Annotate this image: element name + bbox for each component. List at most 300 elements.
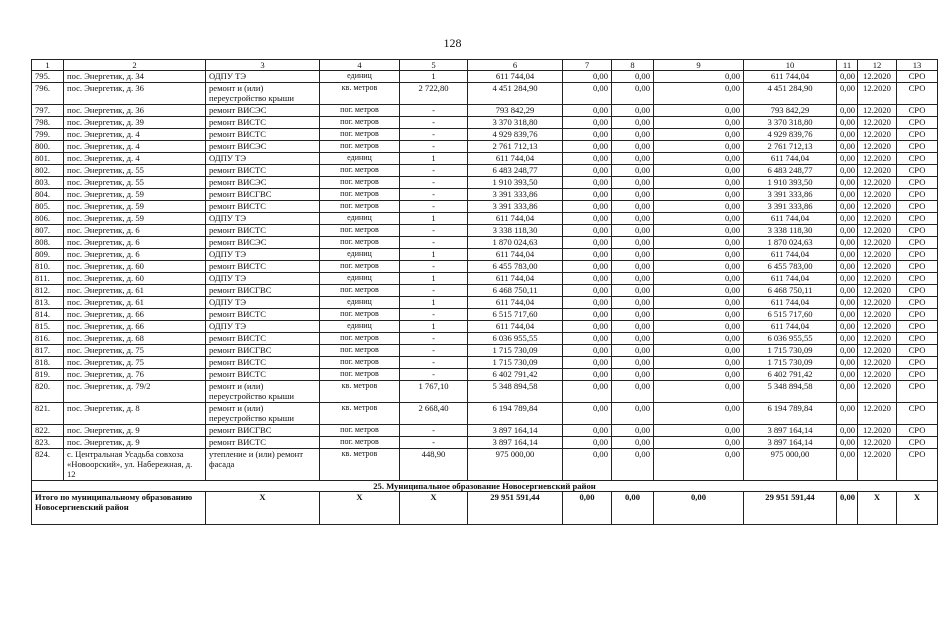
- address-cell: пос. Энергетик, д. 76: [64, 369, 206, 381]
- method-cell: СРО: [897, 213, 938, 225]
- table-row: [32, 249, 938, 261]
- row-number-cell: 820.: [32, 381, 64, 403]
- work-type-total-cell: X: [206, 492, 320, 525]
- fund-federal-cell: 0,00: [563, 381, 612, 403]
- fund-local-cell: 0,00: [654, 309, 744, 321]
- work-type-cell: ремонт ВИСГВС: [206, 425, 320, 437]
- column-number-cell: 1: [32, 60, 64, 71]
- total-cost-cell: 6 468 750,11: [468, 285, 563, 297]
- work-type-cell: ремонт ВИСТС: [206, 261, 320, 273]
- deadline-cell: 12.2020: [858, 83, 897, 105]
- row-number-cell: 802.: [32, 165, 64, 177]
- fund-federal-cell: 0,00: [563, 357, 612, 369]
- total-cost-cell: 1 715 730,09: [468, 357, 563, 369]
- fund-local-cell: 0,00: [654, 237, 744, 249]
- unit-cell: пог. метров: [320, 357, 400, 369]
- deadline-cell: 12.2020: [858, 105, 897, 117]
- row-number-cell: 797.: [32, 105, 64, 117]
- fund-local-cell: 0,00: [654, 321, 744, 333]
- fund-regional-cell: 0,00: [612, 261, 654, 273]
- fund-local-cell: 0,00: [654, 345, 744, 357]
- volume-cell: -: [400, 261, 468, 273]
- fund-local-cell: 0,00: [654, 285, 744, 297]
- fund-owners-cell: 611 744,04: [744, 213, 837, 225]
- address-cell: пос. Энергетик, д. 60: [64, 273, 206, 285]
- table-row: [32, 381, 938, 403]
- fund-owners-total-cell: 29 951 591,44: [744, 492, 837, 525]
- fund-local-cell: 0,00: [654, 177, 744, 189]
- deadline-cell: 12.2020: [858, 129, 897, 141]
- row-number-cell: 798.: [32, 117, 64, 129]
- address-cell: пос. Энергетик, д. 6: [64, 225, 206, 237]
- volume-cell: 1: [400, 321, 468, 333]
- row-number-cell: 804.: [32, 189, 64, 201]
- total-cost-cell: 6 455 783,00: [468, 261, 563, 273]
- column-number-cell: 11: [837, 60, 858, 71]
- row-number-cell: 801.: [32, 153, 64, 165]
- specific-cost-cell: 0,00: [837, 117, 858, 129]
- unit-cell: пог. метров: [320, 189, 400, 201]
- fund-regional-cell: 0,00: [612, 129, 654, 141]
- address-cell: пос. Энергетик, д. 59: [64, 213, 206, 225]
- column-number-cell: 2: [64, 60, 206, 71]
- fund-local-cell: 0,00: [654, 83, 744, 105]
- specific-cost-cell: 0,00: [837, 189, 858, 201]
- column-number-cell: 13: [897, 60, 938, 71]
- volume-cell: -: [400, 105, 468, 117]
- fund-regional-cell: 0,00: [612, 189, 654, 201]
- fund-owners-cell: 1 715 730,09: [744, 345, 837, 357]
- method-cell: СРО: [897, 83, 938, 105]
- method-cell: СРО: [897, 261, 938, 273]
- work-type-cell: ремонт и (или) переустройство крыши: [206, 83, 320, 105]
- work-type-cell: ремонт ВИСГВС: [206, 285, 320, 297]
- fund-local-cell: 0,00: [654, 153, 744, 165]
- fund-federal-cell: 0,00: [563, 273, 612, 285]
- fund-federal-cell: 0,00: [563, 225, 612, 237]
- specific-cost-cell: 0,00: [837, 225, 858, 237]
- work-type-cell: ОДПУ ТЭ: [206, 273, 320, 285]
- deadline-cell: 12.2020: [858, 261, 897, 273]
- total-cost-cell: 611 744,04: [468, 153, 563, 165]
- unit-cell: единиц: [320, 249, 400, 261]
- volume-cell: -: [400, 437, 468, 449]
- fund-regional-cell: 0,00: [612, 153, 654, 165]
- address-cell: пос. Энергетик, д. 4: [64, 153, 206, 165]
- specific-cost-cell: 0,00: [837, 345, 858, 357]
- fund-owners-cell: 611 744,04: [744, 71, 837, 83]
- deadline-cell: 12.2020: [858, 369, 897, 381]
- row-number-cell: 813.: [32, 297, 64, 309]
- row-number-cell: 823.: [32, 437, 64, 449]
- unit-cell: пог. метров: [320, 285, 400, 297]
- unit-cell: единиц: [320, 153, 400, 165]
- unit-cell: пог. метров: [320, 369, 400, 381]
- method-cell: СРО: [897, 345, 938, 357]
- method-cell: СРО: [897, 333, 938, 345]
- deadline-cell: 12.2020: [858, 201, 897, 213]
- table-row: [32, 449, 938, 481]
- work-type-cell: ремонт ВИСТС: [206, 333, 320, 345]
- specific-cost-cell: 0,00: [837, 381, 858, 403]
- address-cell: пос. Энергетик, д. 68: [64, 333, 206, 345]
- table-row: [32, 425, 938, 437]
- address-cell: пос. Энергетик, д. 75: [64, 357, 206, 369]
- method-cell: СРО: [897, 321, 938, 333]
- volume-cell: 2 668,40: [400, 403, 468, 425]
- fund-local-cell: 0,00: [654, 129, 744, 141]
- volume-cell: -: [400, 129, 468, 141]
- volume-cell: -: [400, 141, 468, 153]
- row-number-cell: 803.: [32, 177, 64, 189]
- volume-cell: -: [400, 357, 468, 369]
- specific-cost-cell: 0,00: [837, 71, 858, 83]
- fund-owners-cell: 4 451 284,90: [744, 83, 837, 105]
- fund-regional-cell: 0,00: [612, 369, 654, 381]
- fund-owners-cell: 3 897 164,14: [744, 425, 837, 437]
- fund-regional-cell: 0,00: [612, 321, 654, 333]
- unit-cell: пог. метров: [320, 117, 400, 129]
- address-cell: пос. Энергетик, д. 9: [64, 425, 206, 437]
- method-cell: СРО: [897, 141, 938, 153]
- row-number-cell: 795.: [32, 71, 64, 83]
- row-number-cell: 807.: [32, 225, 64, 237]
- fund-local-total-cell: 0,00: [654, 492, 744, 525]
- total-cost-cell: 1 870 024,63: [468, 237, 563, 249]
- fund-owners-cell: 2 761 712,13: [744, 141, 837, 153]
- work-type-cell: утепление и (или) ремонт фасада: [206, 449, 320, 481]
- address-cell: пос. Энергетик, д. 61: [64, 297, 206, 309]
- unit-cell: пог. метров: [320, 201, 400, 213]
- work-type-cell: ремонт ВИСТС: [206, 357, 320, 369]
- specific-cost-cell: 0,00: [837, 403, 858, 425]
- specific-cost-cell: 0,00: [837, 273, 858, 285]
- method-cell: СРО: [897, 225, 938, 237]
- table-row: [32, 105, 938, 117]
- specific-cost-cell: 0,00: [837, 357, 858, 369]
- fund-local-cell: 0,00: [654, 165, 744, 177]
- table-row: [32, 309, 938, 321]
- total-cost-cell: 6 402 791,42: [468, 369, 563, 381]
- fund-regional-cell: 0,00: [612, 213, 654, 225]
- specific-cost-cell: 0,00: [837, 309, 858, 321]
- fund-regional-cell: 0,00: [612, 273, 654, 285]
- total-cost-cell: 6 194 789,84: [468, 403, 563, 425]
- row-number-cell: 822.: [32, 425, 64, 437]
- unit-cell: пог. метров: [320, 261, 400, 273]
- deadline-cell: 12.2020: [858, 249, 897, 261]
- unit-cell: единиц: [320, 213, 400, 225]
- fund-federal-cell: 0,00: [563, 345, 612, 357]
- total-cost-cell: 1 715 730,09: [468, 345, 563, 357]
- fund-federal-cell: 0,00: [563, 177, 612, 189]
- method-cell: СРО: [897, 105, 938, 117]
- work-type-cell: ремонт ВИСЭС: [206, 141, 320, 153]
- fund-federal-cell: 0,00: [563, 213, 612, 225]
- table-row: [32, 345, 938, 357]
- row-number-cell: 815.: [32, 321, 64, 333]
- row-number-cell: 808.: [32, 237, 64, 249]
- fund-local-cell: 0,00: [654, 117, 744, 129]
- work-type-cell: ремонт ВИСЭС: [206, 177, 320, 189]
- total-cost-cell: 793 842,29: [468, 105, 563, 117]
- table-row: [32, 189, 938, 201]
- method-cell: СРО: [897, 403, 938, 425]
- section-title-row: [32, 481, 938, 492]
- fund-federal-cell: 0,00: [563, 369, 612, 381]
- specific-cost-cell: 0,00: [837, 261, 858, 273]
- fund-owners-cell: 6 036 955,55: [744, 333, 837, 345]
- fund-federal-cell: 0,00: [563, 261, 612, 273]
- work-type-cell: ремонт ВИСТС: [206, 129, 320, 141]
- unit-cell: пог. метров: [320, 345, 400, 357]
- total-cost-cell: 3 897 164,14: [468, 425, 563, 437]
- total-cost-cell: 6 483 248,77: [468, 165, 563, 177]
- address-cell: пос. Энергетик, д. 34: [64, 71, 206, 83]
- fund-federal-cell: 0,00: [563, 285, 612, 297]
- work-type-cell: ОДПУ ТЭ: [206, 213, 320, 225]
- specific-cost-cell: 0,00: [837, 449, 858, 481]
- total-cost-cell: 4 451 284,90: [468, 83, 563, 105]
- deadline-cell: 12.2020: [858, 213, 897, 225]
- fund-regional-cell: 0,00: [612, 285, 654, 297]
- deadline-cell: 12.2020: [858, 449, 897, 481]
- fund-owners-cell: 3 338 118,30: [744, 225, 837, 237]
- total-cost-cell: 611 744,04: [468, 249, 563, 261]
- specific-cost-cell: 0,00: [837, 105, 858, 117]
- deadline-cell: 12.2020: [858, 285, 897, 297]
- work-type-cell: ремонт ВИСТС: [206, 437, 320, 449]
- unit-cell: пог. метров: [320, 237, 400, 249]
- row-number-cell: 816.: [32, 333, 64, 345]
- column-number-cell: 4: [320, 60, 400, 71]
- volume-cell: -: [400, 333, 468, 345]
- method-cell: СРО: [897, 129, 938, 141]
- deadline-cell: 12.2020: [858, 153, 897, 165]
- fund-regional-cell: 0,00: [612, 297, 654, 309]
- fund-local-cell: 0,00: [654, 449, 744, 481]
- fund-federal-cell: 0,00: [563, 425, 612, 437]
- specific-cost-cell: 0,00: [837, 201, 858, 213]
- total-cost-cell: 611 744,04: [468, 213, 563, 225]
- fund-federal-cell: 0,00: [563, 333, 612, 345]
- row-number-cell: 817.: [32, 345, 64, 357]
- fund-owners-cell: 611 744,04: [744, 153, 837, 165]
- fund-regional-cell: 0,00: [612, 309, 654, 321]
- fund-federal-cell: 0,00: [563, 165, 612, 177]
- work-type-cell: ремонт ВИСТС: [206, 225, 320, 237]
- fund-federal-cell: 0,00: [563, 297, 612, 309]
- specific-cost-cell: 0,00: [837, 369, 858, 381]
- fund-regional-cell: 0,00: [612, 201, 654, 213]
- address-cell: пос. Энергетик, д. 36: [64, 83, 206, 105]
- fund-owners-cell: 6 483 248,77: [744, 165, 837, 177]
- fund-owners-cell: 3 897 164,14: [744, 437, 837, 449]
- fund-owners-cell: 3 391 333,86: [744, 201, 837, 213]
- work-type-cell: ремонт и (или) переустройство крыши: [206, 381, 320, 403]
- column-number-row: [32, 60, 938, 71]
- fund-regional-total-cell: 0,00: [612, 492, 654, 525]
- fund-federal-cell: 0,00: [563, 189, 612, 201]
- fund-regional-cell: 0,00: [612, 357, 654, 369]
- deadline-cell: 12.2020: [858, 357, 897, 369]
- fund-owners-cell: 3 370 318,80: [744, 117, 837, 129]
- unit-cell: пог. метров: [320, 177, 400, 189]
- fund-regional-cell: 0,00: [612, 333, 654, 345]
- volume-cell: -: [400, 425, 468, 437]
- deadline-cell: 12.2020: [858, 297, 897, 309]
- row-number-cell: 796.: [32, 83, 64, 105]
- row-number-cell: 810.: [32, 261, 64, 273]
- address-cell: пос. Энергетик, д. 61: [64, 285, 206, 297]
- specific-cost-cell: 0,00: [837, 285, 858, 297]
- total-cost-cell: 3 897 164,14: [468, 437, 563, 449]
- volume-cell: -: [400, 225, 468, 237]
- method-cell: СРО: [897, 437, 938, 449]
- method-total-cell: X: [897, 492, 938, 525]
- address-cell: пос. Энергетик, д. 79/2: [64, 381, 206, 403]
- specific-cost-cell: 0,00: [837, 141, 858, 153]
- total-cost-cell: 1 910 393,50: [468, 177, 563, 189]
- unit-cell: кв. метров: [320, 83, 400, 105]
- method-cell: СРО: [897, 369, 938, 381]
- method-cell: СРО: [897, 165, 938, 177]
- fund-local-cell: 0,00: [654, 297, 744, 309]
- table-row: [32, 285, 938, 297]
- method-cell: СРО: [897, 71, 938, 83]
- unit-cell: пог. метров: [320, 309, 400, 321]
- deadline-cell: 12.2020: [858, 309, 897, 321]
- capital-repair-table: [31, 59, 938, 525]
- unit-cell: пог. метров: [320, 129, 400, 141]
- volume-cell: -: [400, 177, 468, 189]
- work-type-cell: ремонт ВИСГВС: [206, 189, 320, 201]
- work-type-cell: ОДПУ ТЭ: [206, 249, 320, 261]
- total-cost-cell: 2 761 712,13: [468, 141, 563, 153]
- fund-local-cell: 0,00: [654, 225, 744, 237]
- row-number-cell: 821.: [32, 403, 64, 425]
- unit-cell: пог. метров: [320, 165, 400, 177]
- address-cell: пос. Энергетик, д. 4: [64, 129, 206, 141]
- total-label: Итого по муниципальному образованию Новосергиевский район: [32, 492, 206, 525]
- deadline-cell: 12.2020: [858, 189, 897, 201]
- unit-cell: пог. метров: [320, 425, 400, 437]
- fund-local-cell: 0,00: [654, 189, 744, 201]
- volume-cell: 1: [400, 71, 468, 83]
- fund-federal-cell: 0,00: [563, 141, 612, 153]
- fund-regional-cell: 0,00: [612, 249, 654, 261]
- specific-cost-cell: 0,00: [837, 177, 858, 189]
- fund-regional-cell: 0,00: [612, 177, 654, 189]
- deadline-cell: 12.2020: [858, 71, 897, 83]
- fund-owners-cell: 6 455 783,00: [744, 261, 837, 273]
- unit-cell: пог. метров: [320, 225, 400, 237]
- fund-federal-cell: 0,00: [563, 449, 612, 481]
- table-row: [32, 165, 938, 177]
- unit-cell: единиц: [320, 297, 400, 309]
- work-type-cell: ремонт ВИСТС: [206, 117, 320, 129]
- method-cell: СРО: [897, 237, 938, 249]
- total-cost-cell: 3 370 318,80: [468, 117, 563, 129]
- method-cell: СРО: [897, 177, 938, 189]
- table-row: [32, 153, 938, 165]
- fund-regional-cell: 0,00: [612, 449, 654, 481]
- fund-owners-cell: 4 929 839,76: [744, 129, 837, 141]
- fund-local-cell: 0,00: [654, 369, 744, 381]
- deadline-cell: 12.2020: [858, 117, 897, 129]
- fund-local-cell: 0,00: [654, 213, 744, 225]
- fund-local-cell: 0,00: [654, 141, 744, 153]
- row-number-cell: 814.: [32, 309, 64, 321]
- total-cost-cell: 6 515 717,60: [468, 309, 563, 321]
- fund-regional-cell: 0,00: [612, 105, 654, 117]
- fund-owners-cell: 611 744,04: [744, 273, 837, 285]
- fund-owners-cell: 6 468 750,11: [744, 285, 837, 297]
- unit-cell: кв. метров: [320, 403, 400, 425]
- total-cost-cell: 611 744,04: [468, 273, 563, 285]
- fund-federal-cell: 0,00: [563, 249, 612, 261]
- fund-owners-cell: 6 402 791,42: [744, 369, 837, 381]
- method-cell: СРО: [897, 285, 938, 297]
- specific-cost-cell: 0,00: [837, 237, 858, 249]
- fund-local-cell: 0,00: [654, 201, 744, 213]
- unit-cell: единиц: [320, 273, 400, 285]
- table-row: [32, 213, 938, 225]
- row-number-cell: 809.: [32, 249, 64, 261]
- row-number-cell: 819.: [32, 369, 64, 381]
- unit-cell: единиц: [320, 71, 400, 83]
- column-number-cell: 5: [400, 60, 468, 71]
- work-type-cell: ремонт ВИСГВС: [206, 345, 320, 357]
- fund-regional-cell: 0,00: [612, 141, 654, 153]
- fund-local-cell: 0,00: [654, 381, 744, 403]
- column-number-cell: 9: [654, 60, 744, 71]
- fund-regional-cell: 0,00: [612, 237, 654, 249]
- address-cell: пос. Энергетик, д. 59: [64, 189, 206, 201]
- total-cost-cell: 5 348 894,58: [468, 381, 563, 403]
- method-cell: СРО: [897, 297, 938, 309]
- method-cell: СРО: [897, 449, 938, 481]
- address-cell: пос. Энергетик, д. 36: [64, 105, 206, 117]
- address-cell: пос. Энергетик, д. 6: [64, 237, 206, 249]
- volume-cell: -: [400, 285, 468, 297]
- row-number-cell: 806.: [32, 213, 64, 225]
- address-cell: пос. Энергетик, д. 4: [64, 141, 206, 153]
- deadline-cell: 12.2020: [858, 381, 897, 403]
- table-row: [32, 201, 938, 213]
- table-row: [32, 357, 938, 369]
- method-cell: СРО: [897, 309, 938, 321]
- total-cost-cell: 3 391 333,86: [468, 189, 563, 201]
- address-cell: пос. Энергетик, д. 66: [64, 309, 206, 321]
- deadline-cell: 12.2020: [858, 437, 897, 449]
- address-cell: пос. Энергетик, д. 66: [64, 321, 206, 333]
- fund-local-cell: 0,00: [654, 249, 744, 261]
- work-type-cell: ремонт ВИСЭС: [206, 105, 320, 117]
- unit-cell: кв. метров: [320, 381, 400, 403]
- row-number-cell: 818.: [32, 357, 64, 369]
- deadline-cell: 12.2020: [858, 273, 897, 285]
- volume-cell: 1: [400, 153, 468, 165]
- address-cell: пос. Энергетик, д. 9: [64, 437, 206, 449]
- row-number-cell: 812.: [32, 285, 64, 297]
- total-cost-total-cell: 29 951 591,44: [468, 492, 563, 525]
- unit-cell: пог. метров: [320, 333, 400, 345]
- fund-local-cell: 0,00: [654, 333, 744, 345]
- address-cell: пос. Энергетик, д. 8: [64, 403, 206, 425]
- fund-local-cell: 0,00: [654, 357, 744, 369]
- total-cost-cell: 3 391 333,86: [468, 201, 563, 213]
